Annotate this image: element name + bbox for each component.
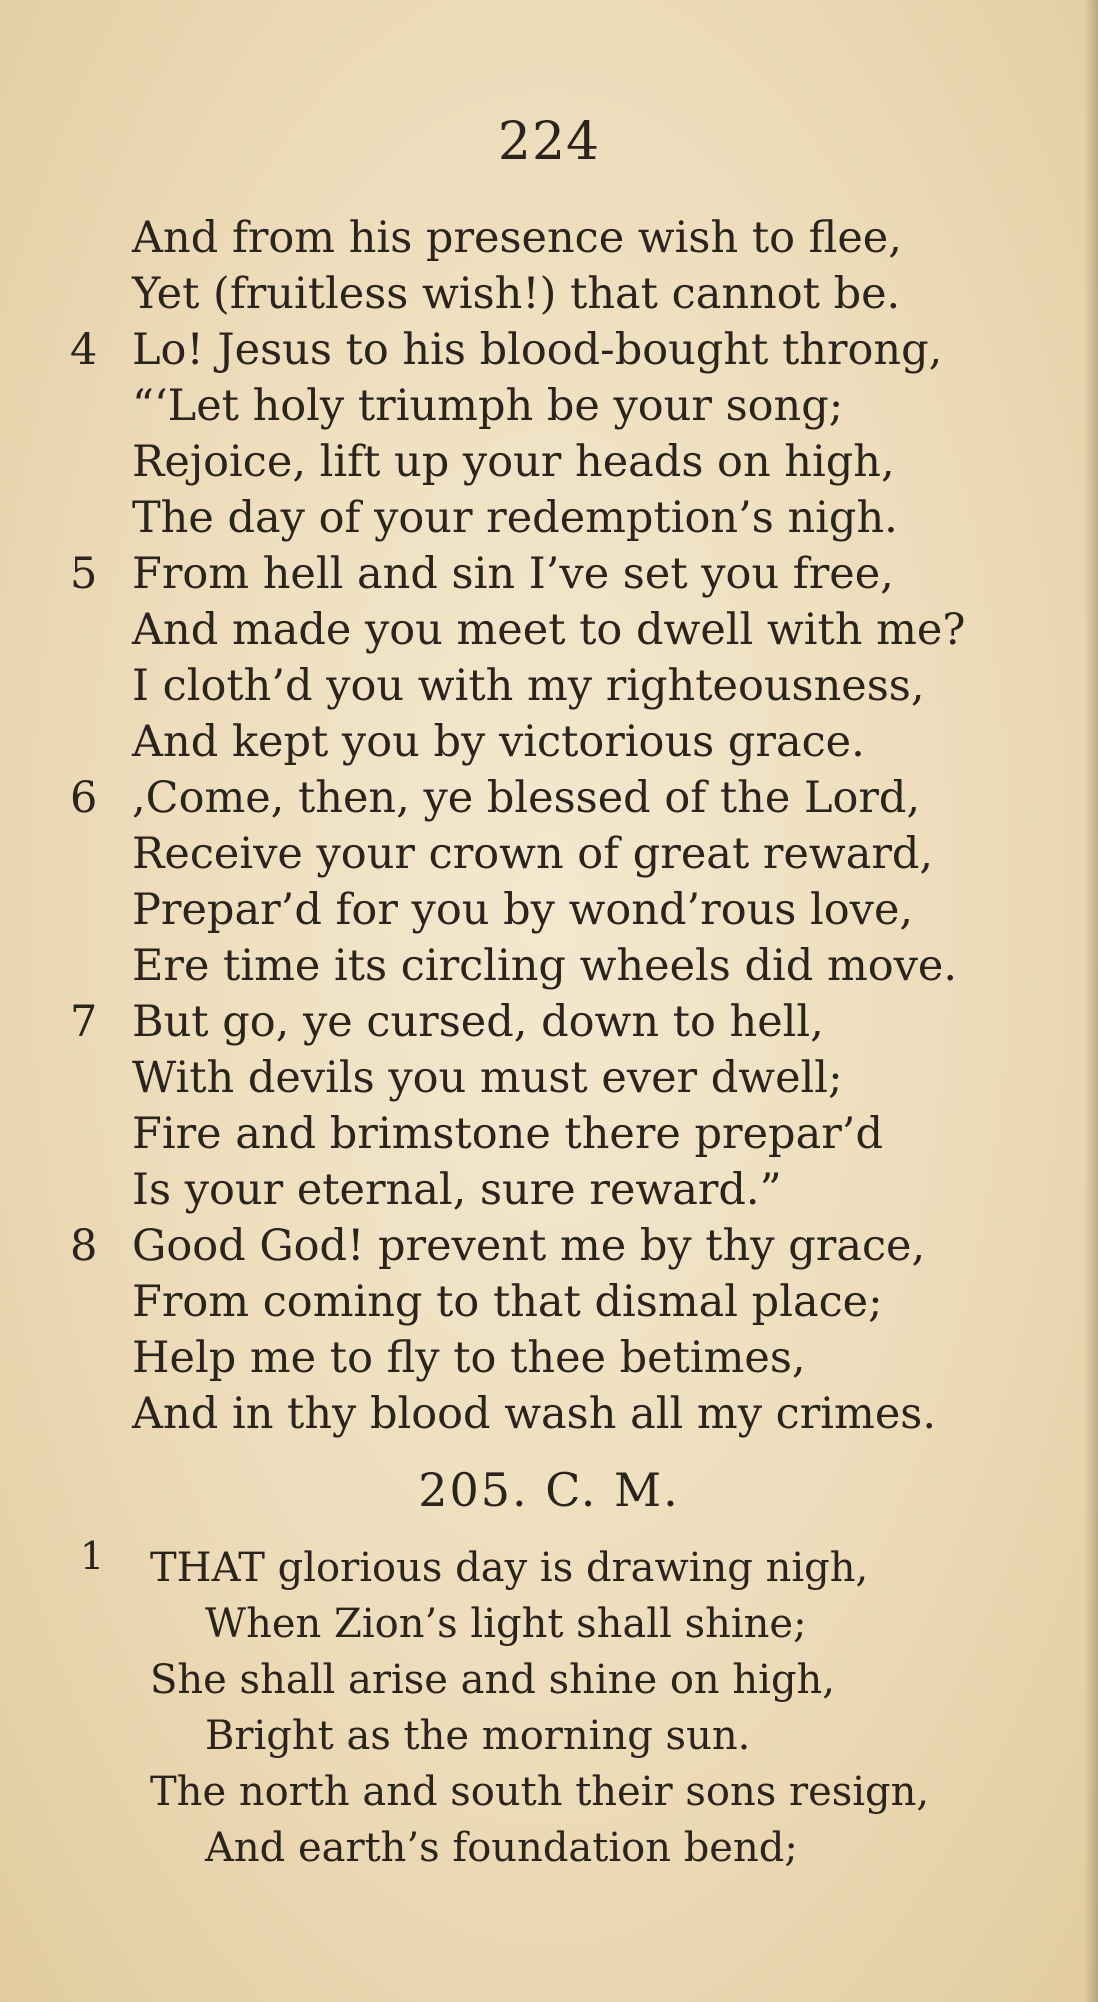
verse-line — [0, 546, 1098, 602]
hymn-line — [0, 1764, 1098, 1820]
verse-line — [0, 322, 1098, 378]
page-number: 224 — [497, 112, 601, 172]
verse-line — [0, 210, 1098, 266]
verse-number: 5 — [70, 549, 98, 599]
verse-line — [0, 1162, 1098, 1218]
verse-number: 7 — [70, 997, 98, 1047]
verse-text: Receive your crown of great reward, — [132, 829, 934, 879]
verses-block — [0, 210, 1098, 1442]
verse-text: With devils you must ever dwell; — [132, 1053, 843, 1103]
hymn-line — [0, 1534, 1098, 1596]
verse-text: From coming to that dismal place; — [132, 1277, 883, 1327]
hymn-line — [0, 1708, 1098, 1764]
verse-line — [0, 602, 1098, 658]
verse-text: And made you meet to dwell with me? — [132, 605, 966, 655]
verse-line — [0, 938, 1098, 994]
hymn-text: When Zion’s light shall shine; — [205, 1601, 807, 1647]
verse-text: Lo! Jesus to his blood-bought throng, — [132, 325, 943, 375]
hymn-heading: 205. C. M. — [418, 1463, 680, 1517]
hymn-text: And earth’s foundation bend; — [205, 1825, 798, 1871]
verse-line — [0, 1274, 1098, 1330]
verse-text: “‘Let holy triumph be your song; — [132, 381, 844, 431]
verse-line — [0, 1106, 1098, 1162]
verse-text: I cloth’d you with my righteousness, — [132, 661, 925, 711]
verse-text: Rejoice, lift up your heads on high, — [132, 437, 895, 487]
verse-text: Is your eternal, sure reward.” — [132, 1165, 782, 1215]
verse-text: From hell and sin I’ve set you free, — [132, 549, 894, 599]
verse-line — [0, 714, 1098, 770]
verse-text: Help me to fly to thee betimes, — [132, 1333, 806, 1383]
verse-line — [0, 1386, 1098, 1442]
hymn-text: Bright as the morning sun. — [205, 1713, 751, 1759]
verse-line — [0, 434, 1098, 490]
stanza-number: 1 — [80, 1534, 105, 1578]
verse-line — [0, 882, 1098, 938]
verse-line — [0, 826, 1098, 882]
verse-text: Prepar’d for you by wond’rous love, — [132, 885, 914, 935]
hymn-text: The north and south their sons resign, — [150, 1769, 930, 1815]
verse-line — [0, 1218, 1098, 1274]
verse-text: Fire and brimstone there prepar’d — [132, 1109, 883, 1159]
verse-line — [0, 1330, 1098, 1386]
hymn-text: THAT glorious day is drawing nigh, — [150, 1545, 869, 1591]
hymn-text: She shall arise and shine on high, — [150, 1657, 836, 1703]
hymn-line — [0, 1820, 1098, 1876]
verse-text: And in thy blood wash all my crimes. — [132, 1389, 937, 1439]
verse-line — [0, 770, 1098, 826]
verse-line — [0, 658, 1098, 714]
verse-text: But go, ye cursed, down to hell, — [132, 997, 824, 1047]
hymn-line — [0, 1652, 1098, 1708]
verse-line — [0, 378, 1098, 434]
verse-text: Yet (fruitless wish!) that cannot be. — [132, 269, 901, 319]
verse-text: ,Come, then, ye blessed of the Lord, — [132, 773, 921, 823]
verse-number: 4 — [70, 325, 98, 375]
hymn-block — [0, 1534, 1098, 1876]
verse-text: And from his presence wish to flee, — [132, 213, 902, 263]
verse-text: Good God! prevent me by thy grace, — [132, 1221, 926, 1271]
verse-text: Ere time its circling wheels did move. — [132, 941, 958, 991]
verse-text: And kept you by victorious grace. — [132, 717, 865, 767]
verse-text: The day of your redemption’s nigh. — [132, 493, 898, 543]
hymn-line — [0, 1596, 1098, 1652]
verse-line — [0, 266, 1098, 322]
verse-number: 8 — [70, 1221, 98, 1271]
verse-line — [0, 490, 1098, 546]
verse-number: 6 — [70, 773, 98, 823]
verse-line — [0, 994, 1098, 1050]
verse-line — [0, 1050, 1098, 1106]
